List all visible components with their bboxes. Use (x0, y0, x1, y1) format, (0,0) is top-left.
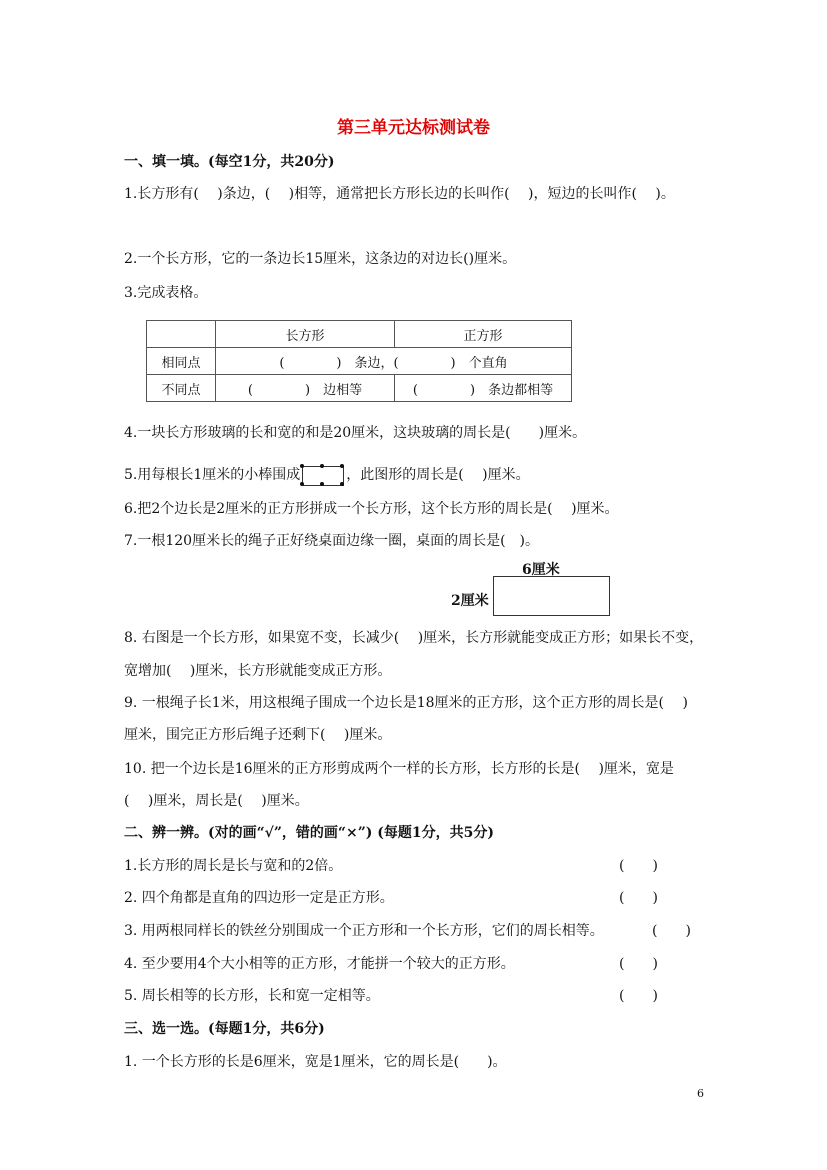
question-1-5-text-after: ，此图形的周长是( )厘米。 (346, 467, 530, 483)
table-row (147, 375, 572, 402)
section-2-heading: 二、辨一辨。(对的画“√”，错的画“×”) (每题1分，共5分) (124, 825, 494, 841)
question-1-8-line-1: 8. 右图是一个长方形，如果宽不变，长减少( )厘米，长方形就能变成正方形；如果长不变， (124, 630, 704, 646)
table-header-row (147, 321, 572, 348)
figure-top-label: 6厘米 (522, 562, 560, 578)
table-header-rectangle: 长方形 (216, 321, 395, 348)
table-header-empty (147, 321, 216, 348)
judge-item-5: 5. 周长相等的长方形，长和宽一定相等。 (124, 988, 380, 1004)
judge-answer-1: ( ) (619, 858, 658, 874)
table-cell-square-diff: ( ) 条边都相等 (395, 375, 572, 402)
question-1-7: 7.一根120厘米长的绳子正好绕桌面边缘一圈，桌面的周长是( )。 (124, 533, 540, 549)
question-1-8-line-2: 宽增加( )厘米，长方形就能变成正方形。 (124, 663, 392, 679)
judge-item-2: 2. 四个角都是直角的四边形一定是正方形。 (124, 890, 394, 906)
judge-item-3: 3. 用两根同样长的铁丝分别围成一个正方形和一个长方形，它们的周长相等。 (124, 923, 604, 939)
question-1-4: 4.一块长方形玻璃的长和宽的和是20厘米，这块玻璃的周长是( )厘米。 (124, 425, 587, 441)
question-1-9-line-1: 9. 一根绳子长1米，用这根绳子围成一个边长是18厘米的正方形，这个正方形的周长是( ) (124, 695, 688, 711)
question-1-1: 1.长方形有( )条边，( )相等，通常把长方形长边的长叫作( )，短边的长叫作( )。 (124, 186, 675, 202)
question-1-3: 3.完成表格。 (124, 285, 208, 301)
question-1-10-line-2: ( )厘米，周长是( )厘米。 (124, 793, 309, 809)
table-row-label: 不同点 (147, 375, 216, 402)
judge-answer-3: ( ) (652, 923, 691, 939)
question-1-10-line-1: 10. 把一个边长是16厘米的正方形剪成两个一样的长方形，长方形的长是( )厘米，宽是 (124, 761, 674, 777)
choice-question-1: 1. 一个长方形的长是6厘米，宽是1厘米，它的周长是( )。 (124, 1054, 507, 1070)
comparison-table (146, 320, 572, 402)
judge-answer-2: ( ) (619, 890, 658, 906)
question-1-2: 2.一个长方形，它的一条边长15厘米，这条边的对边长()厘米。 (124, 251, 517, 267)
table-header-square: 正方形 (395, 321, 572, 348)
table-cell-same: ( ) 条边，( ) 个直角 (216, 348, 572, 375)
question-1-6: 6.把2个边长是2厘米的正方形拼成一个长方形，这个长方形的周长是( )厘米。 (124, 501, 619, 517)
table-row (147, 348, 572, 375)
judge-item-1: 1.长方形的周长是长与宽和的2倍。 (124, 858, 343, 874)
page-title: 第三单元达标测试卷 (337, 118, 490, 138)
question-1-5 (124, 464, 530, 486)
table-cell-rect-diff: ( ) 边相等 (216, 375, 395, 402)
judge-answer-5: ( ) (619, 988, 658, 1004)
question-1-9-line-2: 厘米，围完正方形后绳子还剩下( )厘米。 (124, 727, 392, 743)
judge-answer-4: ( ) (619, 956, 658, 972)
section-3-heading: 三、选一选。(每题1分，共6分) (124, 1021, 325, 1037)
stick-figure (300, 464, 346, 486)
table-row-label: 相同点 (147, 348, 216, 375)
figure-left-label: 2厘米 (451, 593, 489, 609)
question-1-5-text-before: 5.用每根长1厘米的小棒围成 (124, 467, 301, 483)
section-1-heading: 一、填一填。(每空1分，共20分) (124, 154, 335, 170)
judge-item-4: 4. 至少要用4个大小相等的正方形，才能拼一个较大的正方形。 (124, 956, 515, 972)
page-number: 6 (697, 1087, 704, 1100)
rectangle-figure (493, 576, 610, 616)
